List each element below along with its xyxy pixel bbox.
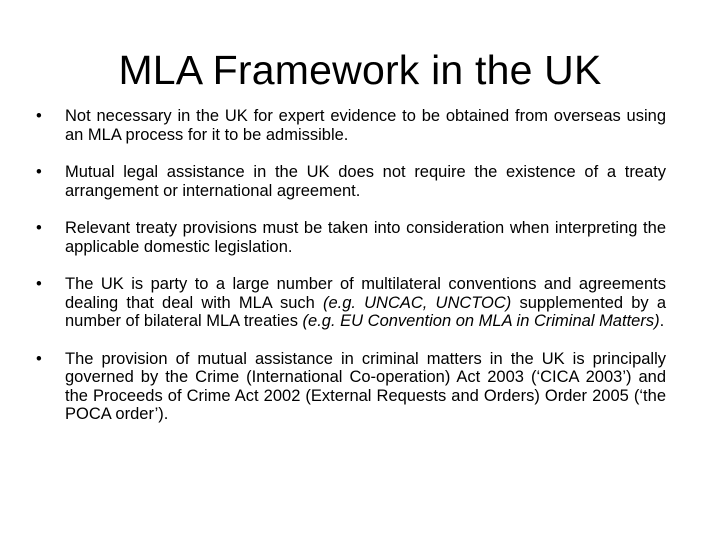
- bullet-text-part: The UK is party to a large number of multilateral conventions and agreements dealing that deal with MLA such: [65, 275, 666, 312]
- bullet-item: [36, 219, 666, 256]
- bullet-text: Not necessary in the UK for expert evidence to be obtained from overseas using an MLA process for it to be admissible.: [65, 107, 666, 144]
- bullet-text-part: .: [659, 312, 665, 330]
- bullet-text: Relevant treaty provisions must be taken into consideration when interpreting the applicable domestic legislation.: [65, 219, 666, 256]
- bullet-text: Mutual legal assistance in the UK does not require the existence of a treaty arrangement or international agreement.: [65, 163, 666, 200]
- slide-title: MLA Framework in the UK: [118, 47, 602, 93]
- bullet-text-part: supplemented by a number of bilateral MLA treaties: [65, 293, 666, 330]
- bullet-item: [36, 350, 666, 424]
- bullet-item: [36, 275, 666, 331]
- bullet-italic-examples: (e.g. UNCAC, UNCTOC): [322, 293, 512, 312]
- bullet-marker: •: [36, 107, 42, 125]
- bullet-item: [36, 107, 666, 144]
- bullet-text: [65, 275, 666, 331]
- bullet-marker: •: [36, 349, 42, 368]
- bullet-marker: •: [36, 163, 42, 181]
- bullet-item: [36, 163, 666, 200]
- bullet-text: The provision of mutual assistance in criminal matters in the UK is principally governed by the Crime (International Co-operation) Act 2003 (‘CICA 2003’) and the Proceeds of Crime Act 2002 (External Requests and Orders) Order 2005 (‘the POCA order’).: [65, 349, 666, 423]
- bullet-marker: •: [36, 219, 42, 237]
- bullet-list: [36, 107, 666, 424]
- bullet-italic-examples: (e.g. EU Convention on MLA in Criminal Matters): [302, 312, 660, 330]
- bullet-marker: •: [36, 275, 42, 293]
